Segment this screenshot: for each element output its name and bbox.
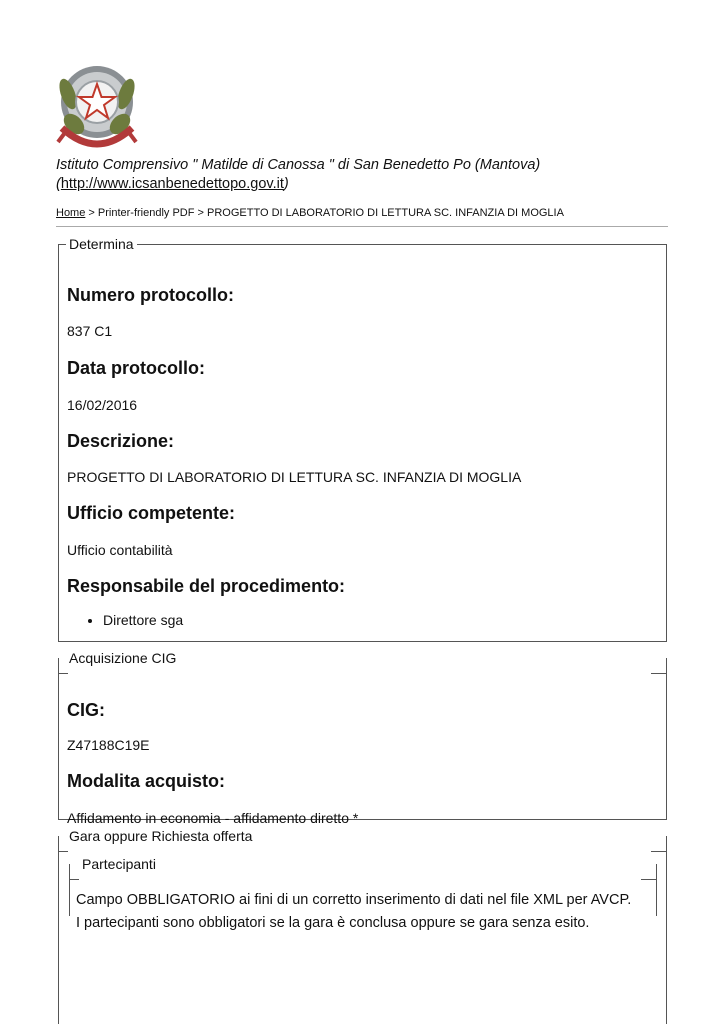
border-corner bbox=[58, 851, 68, 852]
border-corner bbox=[69, 879, 79, 880]
modalita-acquisto-label: Modalita acquisto: bbox=[67, 771, 226, 791]
determina-legend: Determina bbox=[69, 236, 134, 252]
border-corner bbox=[651, 851, 667, 852]
determina-section bbox=[58, 236, 667, 642]
partecipanti-legend: Partecipanti bbox=[82, 856, 156, 872]
site-title: Istituto Comprensivo " Matilde di Canossa " di San Benedetto Po (Mantova) (http://www.icsanbenedettopo.gov.it) bbox=[56, 157, 541, 192]
partecipanti-note-1: Campo OBBLIGATORIO ai fini di un corretto inserimento di dati nel file XML per AVCP. bbox=[76, 892, 632, 908]
modalita-acquisto-value: Affidamento in economia - affidamento diretto * bbox=[67, 810, 359, 826]
emblem-repubblica-italiana-logo bbox=[54, 62, 140, 154]
site-name: Istituto Comprensivo " Matilde di Canossa " di San Benedetto Po (Mantova) bbox=[56, 157, 541, 173]
breadcrumb-trail: > Printer-friendly PDF > PROGETTO DI LABORATORIO DI LETTURA SC. INFANZIA DI MOGLIA bbox=[85, 207, 564, 219]
cig-value: Z47188C19E bbox=[67, 737, 150, 753]
data-protocollo-value: 16/02/2016 bbox=[67, 397, 138, 413]
responsabile-item: • Direttore sga bbox=[103, 612, 183, 628]
border-corner bbox=[651, 673, 667, 674]
breadcrumb bbox=[56, 207, 564, 219]
cig-label: CIG: bbox=[67, 700, 105, 720]
gara-legend: Gara oppure Richiesta offerta bbox=[69, 828, 253, 844]
breadcrumb-home-link[interactable]: Home bbox=[56, 207, 86, 219]
partecipanti-section bbox=[69, 856, 657, 931]
ufficio-competente-value: Ufficio contabilità bbox=[67, 542, 173, 558]
responsabile-label: Responsabile del procedimento: bbox=[67, 576, 346, 596]
numero-protocollo-label: Numero protocollo: bbox=[67, 285, 234, 305]
border-corner bbox=[58, 673, 68, 674]
ufficio-competente-label: Ufficio competente: bbox=[67, 503, 236, 523]
responsabile-list bbox=[67, 612, 183, 628]
gara-section bbox=[58, 828, 667, 1024]
descrizione-value: PROGETTO DI LABORATORIO DI LETTURA SC. INFANZIA DI MOGLIA bbox=[67, 469, 522, 485]
partecipanti-note-2: I partecipanti sono obbligatori se la gara è conclusa oppure se gara senza esito. bbox=[76, 915, 590, 931]
header-divider bbox=[56, 226, 668, 227]
numero-protocollo-value: 837 C1 bbox=[67, 323, 113, 339]
descrizione-label: Descrizione: bbox=[67, 431, 175, 451]
cig-legend: Acquisizione CIG bbox=[69, 650, 177, 666]
border-corner bbox=[641, 879, 657, 880]
site-url-link[interactable]: http://www.icsanbenedettopo.gov.it bbox=[60, 176, 284, 192]
data-protocollo-label: Data protocollo: bbox=[67, 358, 205, 378]
acquisizione-cig-section bbox=[58, 650, 667, 826]
